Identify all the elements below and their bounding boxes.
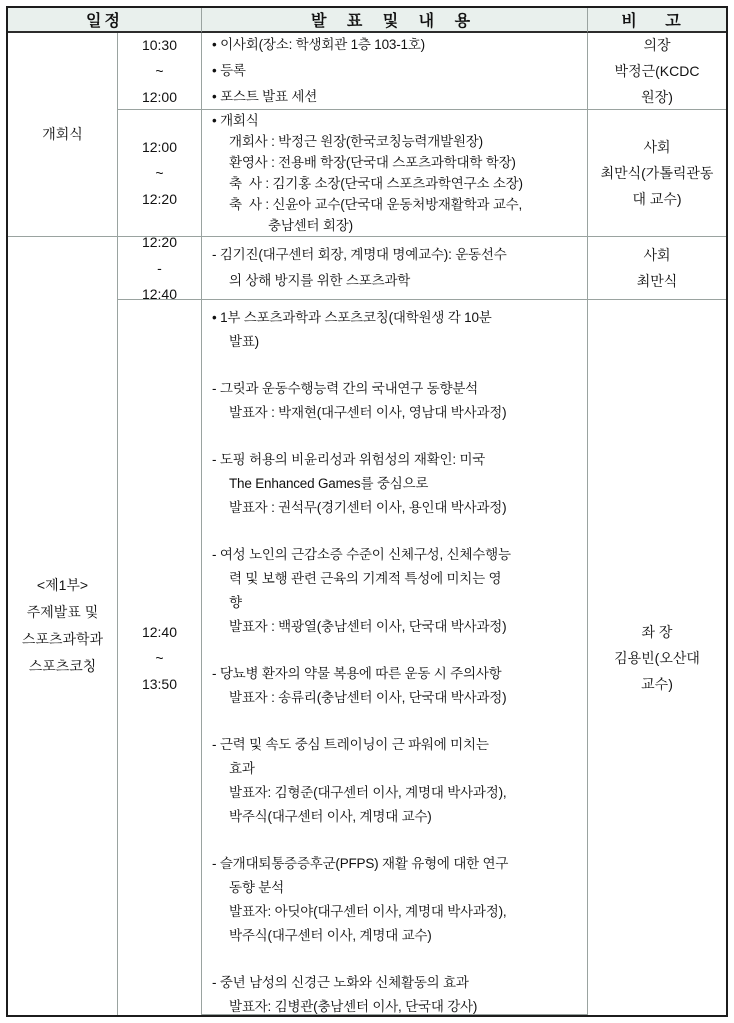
content-line: - 근력 및 속도 중심 트레이닝이 근 파워에 미치는 (212, 737, 489, 752)
remark-line: 원장) (641, 89, 673, 105)
remark-cell-3 (588, 237, 726, 300)
agenda-item (212, 33, 583, 110)
event-cell-opening-ceremony (8, 33, 118, 237)
agenda-item (212, 448, 583, 520)
remark-line: 박정근(KCDC (614, 63, 700, 79)
content-line: • 등록 (212, 63, 246, 78)
content-line: - 중년 남성의 신경근 노화와 신체활동의 효과 (212, 975, 469, 990)
content-line: - 김기진(대구센터 회장, 계명대 명예교수): 운동선수 (212, 247, 507, 262)
event-label-line: <제1부> (36, 577, 89, 593)
header-content (202, 8, 588, 33)
remark-line: 김용빈(오산대 (614, 649, 700, 666)
remark-line: 사회 (643, 247, 671, 263)
time-separator: ~ (155, 649, 164, 666)
agenda-item (212, 662, 583, 710)
agenda-item (212, 733, 583, 829)
content-line: 력 및 보행 관련 근육의 기계적 특성에 미치는 영 (229, 571, 502, 586)
content-line: 발표자: 김병관(충남센터 이사, 단국대 강사) (229, 999, 478, 1014)
content-line: 환영사 : 전용배 학장(단국대 스포츠과학대학 학장) (229, 155, 516, 170)
remark-line: 대 교수) (632, 191, 682, 207)
time-cell-3 (118, 237, 202, 300)
content-line: 발표) (229, 334, 259, 349)
content-line: • 1부 스포츠과학과 스포츠코칭(대학원생 각 10분 (212, 310, 492, 325)
content-line: The Enhanced Games를 중심으로 (229, 476, 429, 491)
remark-line: 교수) (641, 675, 673, 692)
content-line: 충남센터 회장) (268, 218, 353, 233)
remark-cell-4 (588, 300, 726, 1015)
remark-line: 사회 (643, 139, 671, 155)
remark-line: 최만식 (636, 273, 678, 289)
content-line: 동향 분석 (229, 880, 284, 895)
schedule-table (6, 6, 728, 1017)
content-line: • 포스트 발표 세션 (212, 89, 318, 104)
header-remarks (588, 8, 726, 33)
event-label-line: 주제발표 및 (26, 604, 99, 620)
agenda-item (212, 543, 583, 639)
content-line: 축 사 : 김기홍 소장(단국대 스포츠과학연구소 소장) (229, 176, 523, 191)
time-cell-4 (118, 300, 202, 1015)
time-end: 13:50 (141, 675, 178, 692)
time-start: 12:20 (141, 237, 178, 250)
content-line: - 여성 노인의 근감소증 수준이 신체구성, 신체수행능 (212, 547, 511, 562)
event-label-line: 개회식 (42, 126, 83, 142)
header-schedule-label: 일정 (86, 13, 123, 30)
content-line: - 당뇨병 환자의 약물 복용에 따른 운동 시 주의사항 (212, 666, 502, 681)
time-start: 12:00 (141, 139, 178, 155)
time-cell-2 (118, 110, 202, 237)
time-start: 10:30 (141, 37, 178, 53)
time-separator: - (157, 260, 162, 276)
event-label-line: 스포츠과학과 (21, 631, 104, 647)
content-line: - 도핑 허용의 비윤리성과 위험성의 재확인: 미국 (212, 452, 486, 467)
remark-line: 의장 (643, 37, 671, 53)
remark-cell-1 (588, 33, 726, 110)
content-line: 축 사 : 신윤아 교수(단국대 운동처방재활학과 교수, (229, 197, 523, 212)
time-end: 12:20 (141, 191, 178, 207)
content-cell-1 (202, 33, 588, 110)
content-line: 발표자 : 박재현(대구센터 이사, 영남대 박사과정) (229, 405, 507, 420)
content-line: 의 상해 방지를 위한 스포츠과학 (229, 273, 411, 288)
content-line: - 슬개대퇴통증증후군(PFPS) 재활 유형에 대한 연구 (212, 856, 509, 871)
time-cell-1 (118, 33, 202, 110)
event-label-line: 스포츠코칭 (28, 658, 97, 674)
content-line: 향 (229, 595, 242, 610)
time-separator: ~ (155, 63, 164, 79)
time-separator: ~ (155, 165, 164, 181)
agenda-item (212, 971, 583, 1015)
time-end: 12:00 (141, 89, 178, 105)
header-content-label: 발 표 및 내 용 (310, 13, 479, 30)
agenda-item (212, 852, 583, 948)
content-cell-3 (202, 237, 588, 300)
content-line: 발표자: 김형준(대구센터 이사, 계명대 박사과정), (229, 785, 507, 800)
content-line: 박주식(대구센터 이사, 계명대 교수) (229, 928, 432, 943)
content-line: - 그릿과 운동수행능력 간의 국내연구 동향분석 (212, 381, 479, 396)
content-cell-2 (202, 110, 588, 237)
content-line: 효과 (229, 761, 255, 776)
content-line: 발표자 : 송류리(충남센터 이사, 단국대 박사과정) (229, 690, 507, 705)
agenda-item (212, 306, 583, 354)
header-schedule (8, 8, 202, 33)
agenda-item (212, 110, 583, 236)
content-line: 발표자 : 백광열(충남센터 이사, 단국대 박사과정) (229, 619, 507, 634)
agenda-item (212, 377, 583, 425)
content-line: 발표자 : 권석무(경기센터 이사, 용인대 박사과정) (229, 500, 507, 515)
time-end: 12:40 (141, 286, 178, 300)
content-cell-4 (202, 300, 588, 1015)
remark-line: 최만식(가톨릭관동 (600, 165, 714, 181)
content-line: 박주식(대구센터 이사, 계명대 교수) (229, 809, 432, 824)
content-line: • 개회식 (212, 113, 259, 128)
agenda-item (212, 242, 583, 294)
content-line: 발표자: 아딧야(대구센터 이사, 계명대 박사과정), (229, 904, 507, 919)
remark-line: 좌 장 (641, 623, 673, 640)
event-cell-session1 (8, 237, 118, 1015)
header-remarks-label: 비 고 (621, 13, 693, 30)
remark-cell-2 (588, 110, 726, 237)
time-start: 12:40 (141, 623, 178, 640)
content-line: 개회사 : 박정근 원장(한국코칭능력개발원장) (229, 134, 483, 149)
content-line: • 이사회(장소: 학생회관 1층 103-1호) (212, 37, 425, 52)
